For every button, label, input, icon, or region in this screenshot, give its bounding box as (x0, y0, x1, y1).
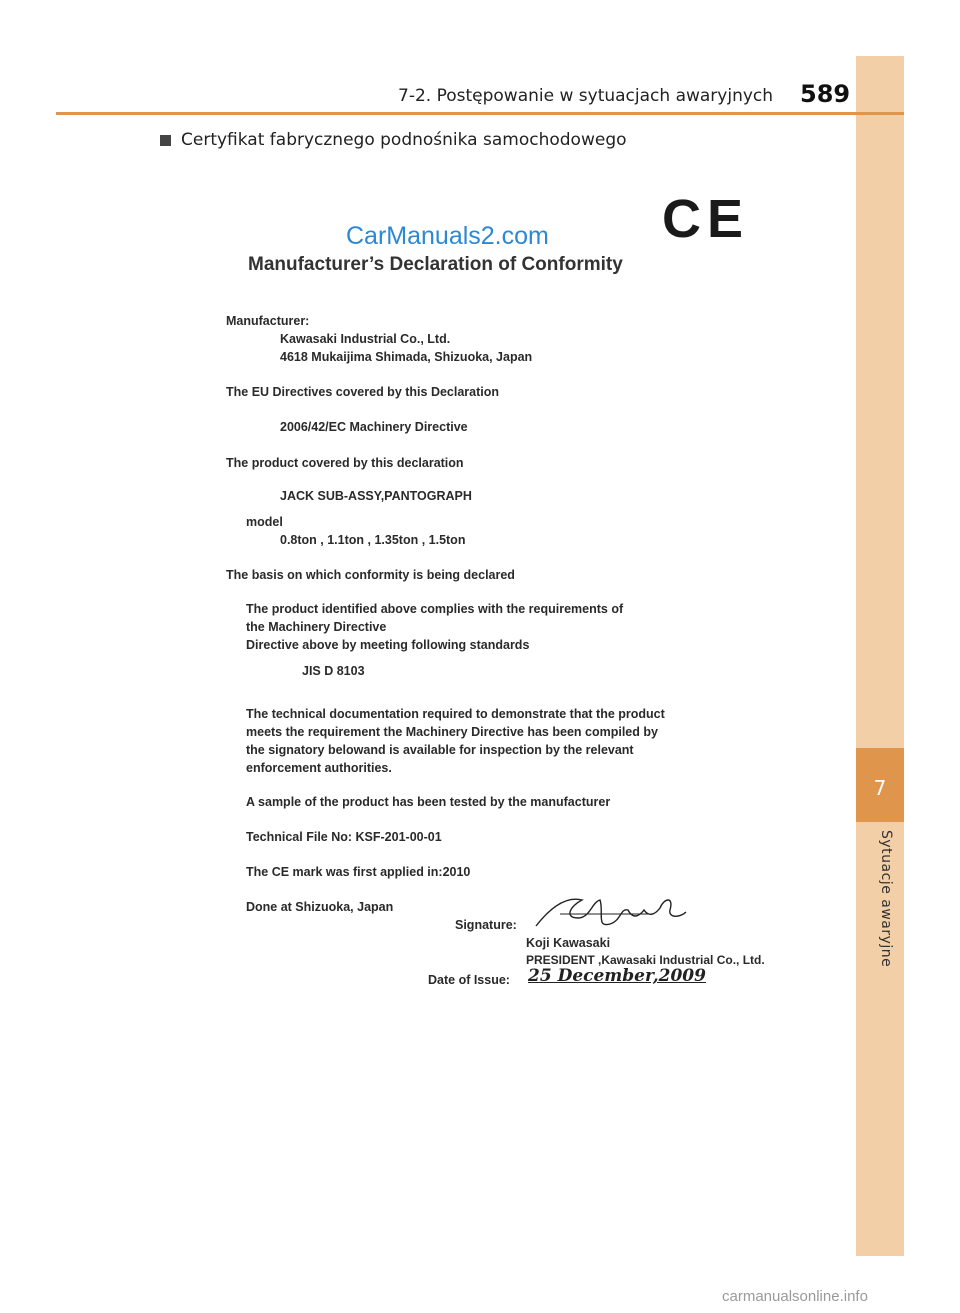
watermark-text: CarManuals2.com (346, 222, 549, 250)
tech-file-number: Technical File No: KSF-201-00-01 (246, 830, 442, 844)
tech-doc-line-4: enforcement authorities. (246, 761, 392, 775)
product-name: JACK SUB-ASSY,PANTOGRAPH (280, 489, 472, 503)
model-label: model (246, 515, 283, 529)
declaration-title: Manufacturer’s Declaration of Conformity (248, 254, 623, 275)
handwritten-signature (530, 888, 690, 936)
sample-tested-text: A sample of the product has been tested by the manufacturer (246, 795, 611, 809)
tech-doc-line-3: the signatory belowand is available for inspection by the relevant (246, 743, 634, 757)
basis-line-3: Directive above by meeting following standards (246, 638, 530, 652)
tech-doc-line-1: The technical documentation required to demonstrate that the product (246, 707, 665, 721)
model-list: 0.8ton , 1.1ton , 1.35ton , 1.5ton (280, 533, 466, 547)
directive-text: 2006/42/EC Machinery Directive (280, 420, 468, 434)
date-label: Date of Issue: (428, 973, 510, 987)
section-heading-text: Certyfikat fabrycznego podnośnika samochodowego (181, 130, 627, 150)
manufacturer-name: Kawasaki Industrial Co., Ltd. (280, 332, 451, 346)
manufacturer-label: Manufacturer: (226, 314, 310, 328)
chapter-number: 7 (873, 776, 887, 800)
directives-label: The EU Directives covered by this Declaration (226, 385, 500, 399)
ce-applied-text: The CE mark was first applied in:2010 (246, 865, 471, 879)
chapter-tab-active[interactable] (856, 748, 904, 822)
manufacturer-address: 4618 Mukaijima Shimada, Shizuoka, Japan (280, 350, 533, 364)
footer-watermark: carmanualsonline.info (722, 1288, 868, 1305)
signatory-name: Koji Kawasaki (526, 936, 611, 950)
done-at-text: Done at Shizuoka, Japan (246, 900, 394, 914)
product-label: The product covered by this declaration (226, 456, 464, 470)
chapter-side-tab (856, 56, 904, 1256)
tech-doc-line-2: meets the requirement the Machinery Directive has been compiled by (246, 725, 658, 739)
signature-label: Signature: (455, 918, 517, 932)
running-header-title: 7-2. Postępowanie w sytuacjach awaryjnych (398, 86, 774, 106)
basis-line-1: The product identified above complies with the requirements of (246, 602, 624, 616)
basis-label: The basis on which conformity is being declared (226, 568, 515, 582)
standard-text: JIS D 8103 (302, 664, 365, 678)
chapter-label: Sytuacje awaryjne (878, 830, 894, 968)
signatory-title: PRESIDENT ,Kawasaki Industrial Co., Ltd. (526, 953, 765, 967)
issue-date: 25 December,2009 (528, 966, 706, 986)
basis-line-2: the Machinery Directive (246, 620, 387, 634)
ce-mark-logo: CE (662, 189, 750, 249)
page-number: 589 (800, 80, 851, 108)
